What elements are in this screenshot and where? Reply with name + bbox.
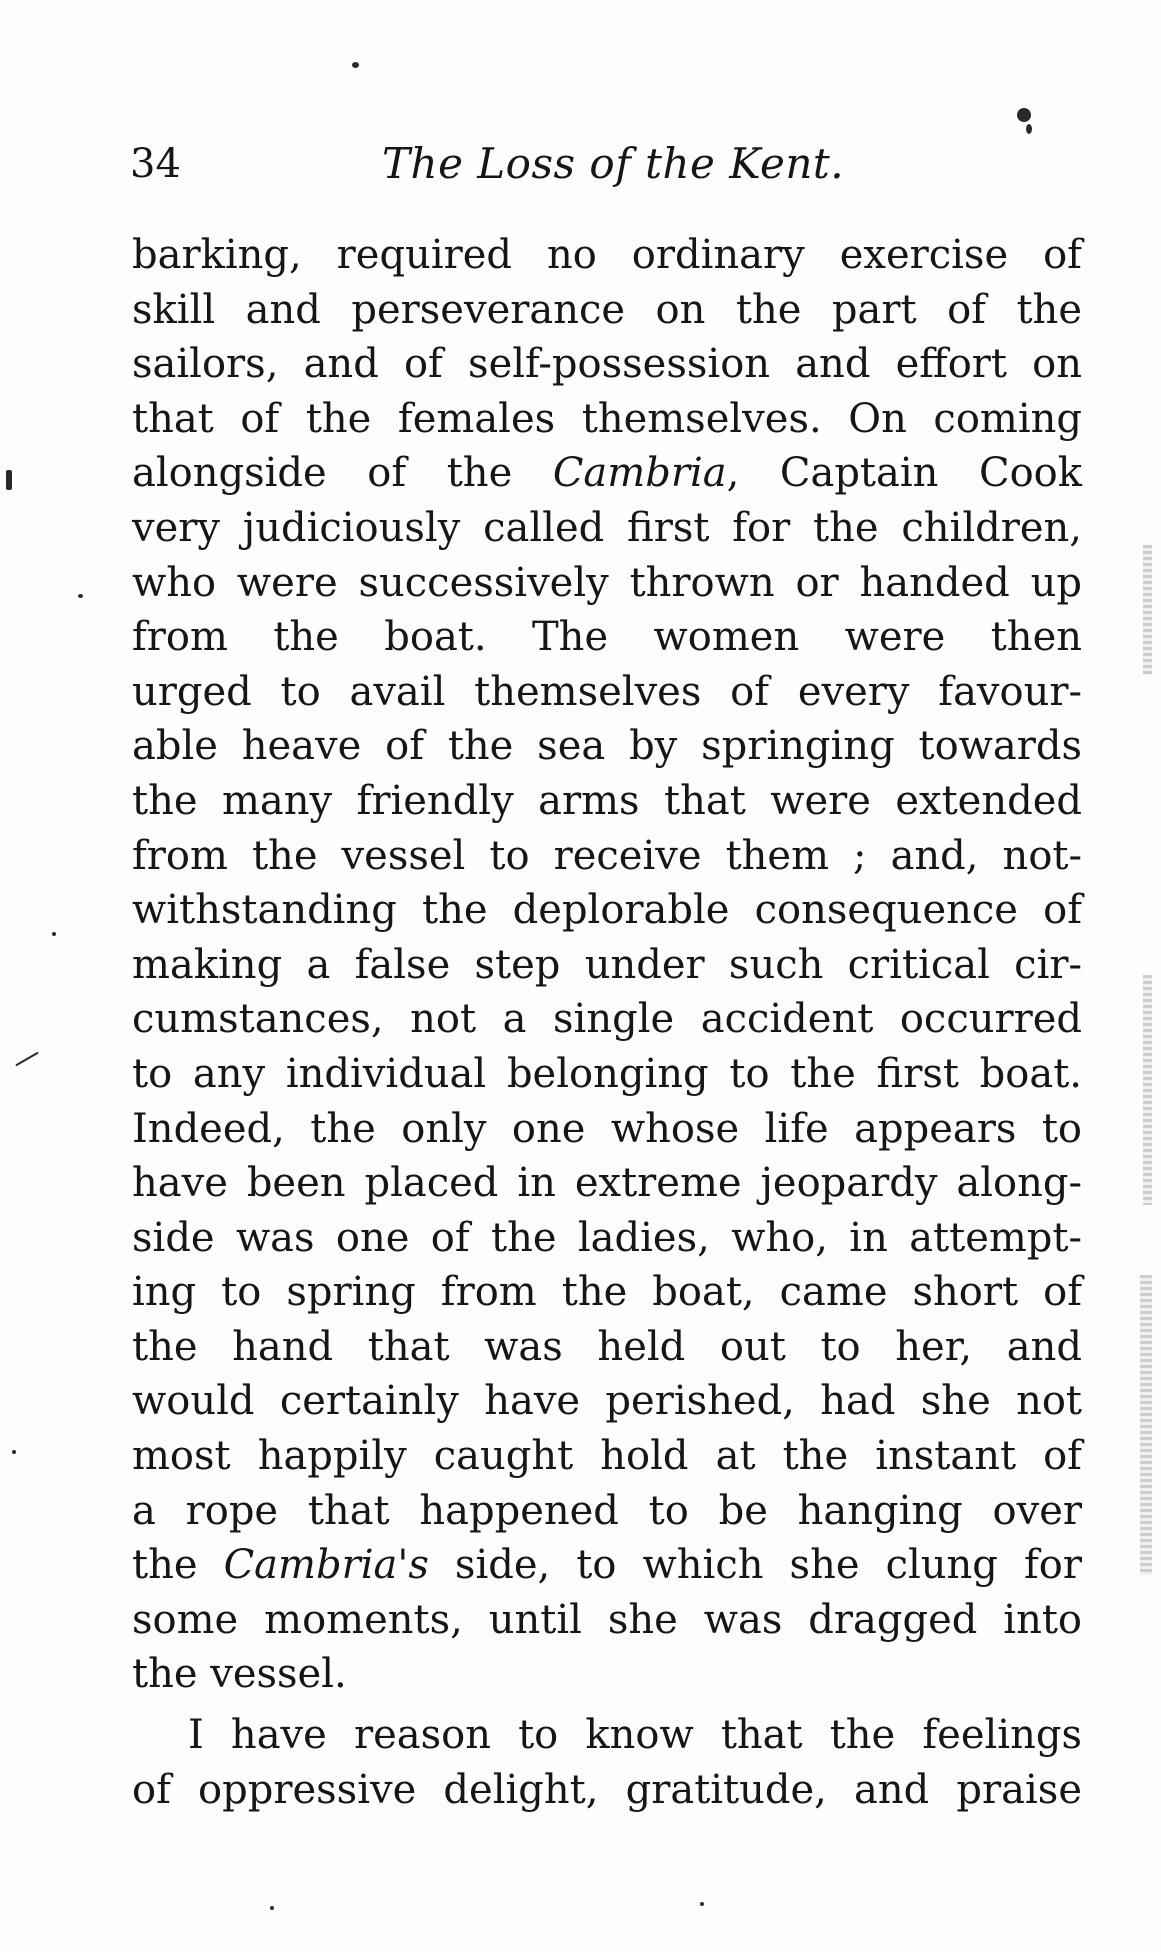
text-line: barking, required no ordinary exercise of	[132, 232, 1082, 278]
scan-speck	[6, 470, 12, 490]
scan-edge-mark	[1140, 1275, 1152, 1575]
text-line: making a false step under such critical cir-	[132, 941, 1082, 988]
text-line	[132, 446, 1082, 501]
text-run: side, to which she clung for	[428, 1542, 1082, 1589]
text-line: who were successively thrown or handed up	[132, 559, 1082, 606]
text-line: the vessel.	[132, 1651, 347, 1698]
scan-speck	[15, 1052, 39, 1067]
text-line: from the vessel to receive them ; and, not-	[132, 832, 1082, 879]
text-line: skill and perseverance on the part of the	[132, 286, 1082, 333]
text-line: urged to avail themselves of every favour-	[132, 668, 1082, 715]
scan-edge-mark	[1143, 975, 1152, 1205]
ship-name: Cambria	[552, 450, 727, 497]
text-line: very judiciously called first for the children,	[132, 504, 1082, 551]
text-line	[132, 1538, 1082, 1593]
text-line: cumstances, not a single accident occurred	[132, 996, 1082, 1043]
paragraph	[132, 1708, 1082, 1817]
text-run: alongside of the	[132, 450, 553, 497]
scan-speck	[12, 1450, 16, 1454]
text-run: , Captain Cook	[726, 450, 1082, 497]
text-run: the	[132, 1542, 224, 1589]
text-line: the hand that was held out to her, and	[132, 1323, 1082, 1370]
text-line: that of the females themselves. On coming	[132, 395, 1082, 442]
running-head	[130, 134, 1090, 194]
paragraph	[132, 228, 1082, 1702]
page-number: 34	[130, 141, 181, 187]
text-line: the many friendly arms that were extended	[132, 777, 1082, 824]
scan-speck	[52, 932, 56, 936]
text-line: sailors, and of self-possession and effort on	[132, 341, 1082, 388]
scan-speck	[78, 594, 83, 598]
text-line: ing to spring from the boat, came short of	[132, 1269, 1082, 1316]
text-line: able heave of the sea by springing towards	[132, 723, 1082, 770]
ship-name: Cambria's	[223, 1542, 429, 1589]
scan-speck	[700, 1902, 704, 1906]
text-line: most happily caught hold at the instant of	[132, 1433, 1082, 1480]
text-line: Indeed, the only one whose life appears to	[132, 1105, 1082, 1152]
body-text	[132, 228, 1082, 1817]
text-line: withstanding the deplorable consequence of	[132, 887, 1082, 934]
text-line: side was one of the ladies, who, in attempt-	[132, 1214, 1082, 1261]
scan-speck	[1026, 124, 1032, 134]
scan-edge-mark	[1143, 545, 1152, 675]
scan-speck	[352, 62, 359, 68]
running-title: The Loss of the Kent.	[382, 139, 845, 188]
text-line: a rope that happened to be hanging over	[132, 1487, 1082, 1534]
text-line: to any individual belonging to the first boat.	[132, 1050, 1082, 1097]
text-line: from the boat. The women were then	[132, 614, 1082, 661]
scan-speck	[270, 1906, 274, 1910]
scan-speck	[1017, 108, 1031, 122]
text-line: of oppressive delight, gratitude, and praise	[132, 1766, 1082, 1813]
text-line: have been placed in extreme jeopardy along-	[132, 1160, 1082, 1207]
text-line: I have reason to know that the feelings	[188, 1712, 1082, 1759]
text-line: some moments, until she was dragged into	[132, 1596, 1082, 1643]
text-line: would certainly have perished, had she not	[132, 1378, 1082, 1425]
